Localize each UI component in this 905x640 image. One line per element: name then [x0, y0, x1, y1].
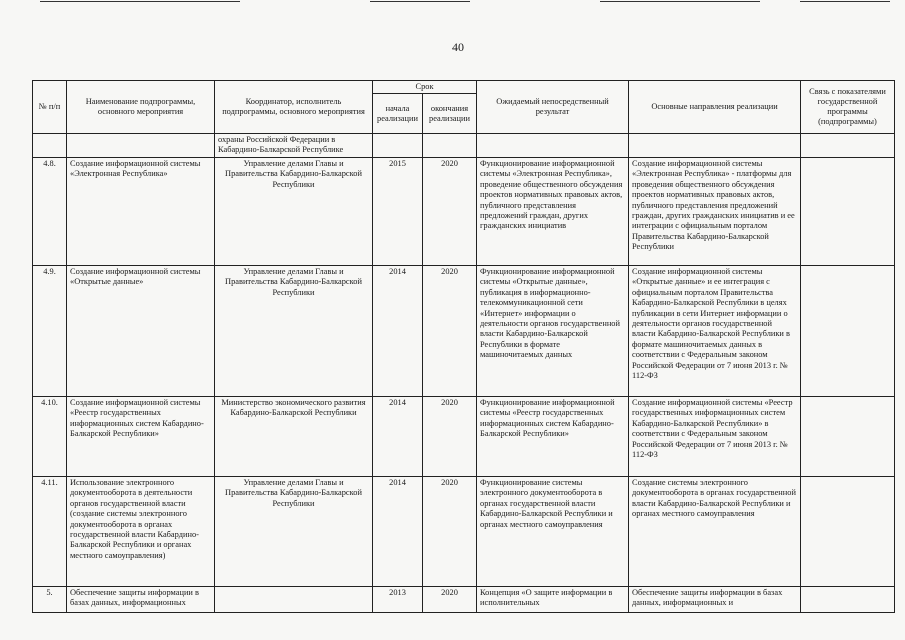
row-name: Создание информационной системы «Электронная Республика» [67, 158, 215, 266]
row-end: 2020 [423, 266, 477, 397]
row-num: 4.11. [33, 477, 67, 587]
program-table [32, 80, 895, 613]
page-number: 40 [452, 40, 464, 54]
row-directions: Создание информационной системы «Открытые данные» и ее интеграция с официальным порталом Правительства Кабардино-Балкарской Республики в целях публикации в сети Интернет информации о деятельности органов государственной власти Кабардино-Балкарской Республики в формате машиночитаемых данных в соответствии с Федеральным законом Российской Федерации от 7 июня 2013 г. № 112-ФЗ [629, 266, 801, 397]
row-start: 2014 [373, 477, 423, 587]
table-row [33, 397, 895, 477]
row-start: 2014 [373, 397, 423, 477]
table-row [33, 266, 895, 397]
row-name: Обеспечение защиты информации в базах данных, информационных [67, 587, 215, 613]
row-start: 2014 [373, 266, 423, 397]
row-name [67, 134, 215, 158]
scan-artifact-line [600, 1, 760, 2]
row-name: Создание информационной системы «Открытые данные» [67, 266, 215, 397]
col-end-header: окончания реализации [423, 94, 477, 134]
row-directions: Обеспечение защиты информации в базах данных, информационных и [629, 587, 801, 613]
row-link [801, 477, 895, 587]
col-num-header: № п/п [33, 81, 67, 134]
row-result: Функционирование информационной системы «Электронная Республика», проведение общественного обсуждения проектов нормативных правовых актов, публичного представления предложений граждан, других гражданских инициатив [477, 158, 629, 266]
col-name-header: Наименование подпрограммы, основного мероприятия [67, 81, 215, 134]
row-directions: Создание информационной системы «Реестр государственных информационных систем Кабардино-Балкарской Республики» в соответствии с Федеральным законом Российской Федерации от 7 июня 2013 г. № 112-ФЗ [629, 397, 801, 477]
row-result: Функционирование информационной системы «Открытые данные», публикация в информационно-телекоммуникационной сети «Интернет» информации о деятельности органов государственной власти Кабардино-Балкарской Республики в формате машиночитаемых данных [477, 266, 629, 397]
row-coord: Управление делами Главы и Правительства Кабардино-Балкарской Республики [215, 158, 373, 266]
col-start-header: начала реализации [373, 94, 423, 134]
row-directions: Создание системы электронного документооборота в органах государственной власти Кабардино-Балкарской Республики и органах местного самоуправления [629, 477, 801, 587]
row-result: Функционирование информационной системы «Реестр государственных информационных систем Кабардино-Балкарской Республики» [477, 397, 629, 477]
row-start: 2015 [373, 158, 423, 266]
row-start [373, 134, 423, 158]
row-link [801, 397, 895, 477]
row-link [801, 134, 895, 158]
col-term-header: Срок [373, 81, 477, 94]
scan-artifact-line [370, 1, 470, 2]
row-link [801, 266, 895, 397]
col-result-header: Ожидаемый непосредственный результат [477, 81, 629, 134]
row-num: 5. [33, 587, 67, 613]
row-num: 4.8. [33, 158, 67, 266]
row-link [801, 587, 895, 613]
row-link [801, 158, 895, 266]
row-num: 4.10. [33, 397, 67, 477]
row-end: 2020 [423, 158, 477, 266]
row-name: Использование электронного документооборота в деятельности органов государственной власти (создание системы электронного документооборота в органах государственной власти Кабардино-Балкарской Республики и органах местного самоуправления) [67, 477, 215, 587]
row-end: 2020 [423, 587, 477, 613]
scan-artifact-line [800, 1, 890, 2]
row-coord: охраны Российской Федерации в Кабардино-Балкарской Республике [215, 134, 373, 158]
row-num [33, 134, 67, 158]
col-directions-header: Основные направления реализации [629, 81, 801, 134]
row-start: 2013 [373, 587, 423, 613]
row-result: Функционирование системы электронного документооборота в органах государственной власти Кабардино-Балкарской Республики и органах местного самоуправления [477, 477, 629, 587]
row-end: 2020 [423, 397, 477, 477]
col-coord-header: Координатор, исполнитель подпрограммы, основного мероприятия [215, 81, 373, 134]
row-result: Концепция «О защите информации в исполнительных [477, 587, 629, 613]
row-directions: Создание информационной системы «Электронная Республика» - платформы для проведения общественного обсуждения проектов нормативных правовых актов, публичного представления предложений граждан, других гражданских инициатив и ее интеграции с официальным порталом Правительства Кабардино-Балкарской Республики [629, 158, 801, 266]
table-row [33, 477, 895, 587]
col-link-header: Связь с показателями государственной программы (подпрограммы) [801, 81, 895, 134]
scan-artifact-line [40, 1, 240, 2]
row-coord: Управление делами Главы и Правительства Кабардино-Балкарской Республики [215, 266, 373, 397]
row-directions [629, 134, 801, 158]
row-coord: Управление делами Главы и Правительства Кабардино-Балкарской Республики [215, 477, 373, 587]
row-result [477, 134, 629, 158]
row-end [423, 134, 477, 158]
row-coord [215, 587, 373, 613]
row-coord: Министерство экономического развития Кабардино-Балкарской Республики [215, 397, 373, 477]
row-end: 2020 [423, 477, 477, 587]
table-row [33, 134, 895, 158]
table-row [33, 587, 895, 613]
row-num: 4.9. [33, 266, 67, 397]
table-row [33, 158, 895, 266]
row-name: Создание информационной системы «Реестр государственных информационных систем Кабардино-Балкарской Республики» [67, 397, 215, 477]
